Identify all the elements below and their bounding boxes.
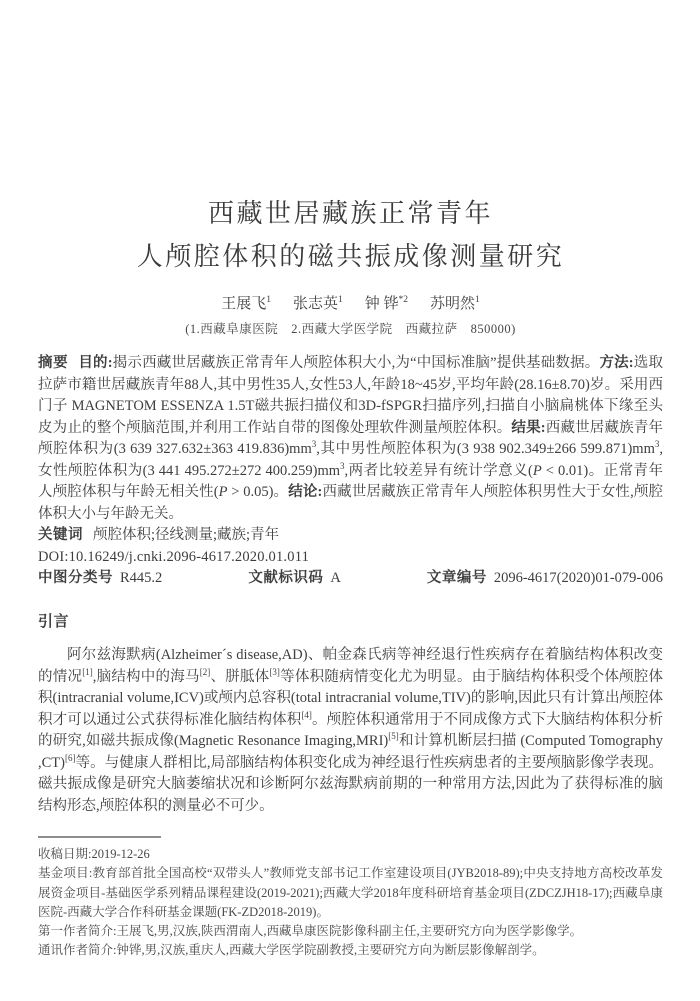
title-line-1: 西藏世居藏族正常青年 — [207, 199, 493, 228]
clc-value: R445.2 — [120, 570, 163, 586]
author-name: 张志英 — [292, 296, 338, 312]
clc-number — [38, 568, 162, 590]
article-id-label: 文章编号 — [426, 570, 487, 586]
clc-label: 中图分类号 — [38, 570, 113, 586]
footnote-funding: 基金项目:教育部首批全国高校“双带头人”教师党支部书记工作室建设项目(JYB2018-89);中央支持地方高校改革发展资金项目-基础医学系列精品课程建设(2019-2021);西藏大学2018年度科研培育基金项目(ZDCZJH18-17);西藏阜康医院-西藏大学合作科研基金课题(FK-ZD2018-2019)。 — [38, 866, 663, 919]
footnote-first-author-bio: 第一作者简介:王展飞,男,汉族,陕西渭南人,西藏阜康医院影像科副主任,主要研究方向为医学影像学。 — [38, 924, 583, 939]
abstract-text: 目的:揭示西藏世居藏族正常青年人颅腔体积大小,为“中国标准脑”提供基础数据。方法:选取拉萨市籍世居藏族青年88人,其中男性35人,女性53人,年龄18~45岁,平均年龄(28.16±8.70)岁。采用西门子 MAGNETOM ESSENZA 1.5T磁共振扫描仪和3D-fSPGR扫描序列,扫描自小脑扁桃体下缘至头皮为止的整个颅脑范围,并利用工作站自带的图像处理软件测量颅腔体积。结果:西藏世居藏族青年颅腔体积为(3 639 327.632±363 419.836)mm$^3$,其中男性颅腔体积为(3 938 902.349±266 599.871)mm$^3$,女性颅腔体积为(3 441 495.272±272 400.259)mm$^3$,两者比较差异有统计学意义(P < 0.01)。正常青年人颅腔体积与年龄无相关性(P > 0.05)。结论:西藏世居藏族正常青年人颅腔体积男性大于女性,颅腔体积大小与年龄无关。 — [38, 355, 663, 522]
author-1 — [221, 294, 271, 315]
footnote-corresponding-author-bio: 通讯作者简介:钟铧,男,汉族,重庆人,西藏大学医学院副教授,主要研究方向为断层影像解剖学。 — [38, 943, 545, 958]
document-code-label: 文献标识码 — [248, 570, 324, 586]
article-id-value: 2096-4617(2020)01-079-006 — [493, 570, 663, 586]
doi-line: DOI:10.16249/j.cnki.2096-4617.2020.01.011 — [38, 548, 310, 565]
article-id — [427, 568, 663, 590]
author-list — [38, 294, 663, 315]
document-code-value: A — [330, 570, 341, 586]
section-heading-introduction: 引言 — [38, 612, 70, 630]
author-affiliation-mark: 1 — [266, 295, 271, 305]
introduction-paragraph: 阿尔兹海默病(Alzheimer´s disease,AD)、帕金森氏病等神经退行性疾病存在着脑结构体积改变的情况[1],脑结构中的海马[2]、胼胝体[3]等体积随病情变化尤为明显。由于脑结构体积受个体颅腔体积(intracranial volume,ICV)或颅内总容积(total intracranial volume,TIV)的影响,因此只有计算出颅腔体积才可以通过公式获得标准化脑结构体积[4]。颅腔体积通常用于不同成像方式下大脑结构体积分析的研究,如磁共振成像(Magnetic Resonance Imaging,MRI)[5]和计算机断层扫描 (Computed Tomography ,CT)[6]等。与健康人群相比,局部脑结构体积变化成为神经退行性疾病患者的主要颅脑影像学表现。磁共振成像是研究大脑萎缩状况和诊断阿尔兹海默病前期的一种常用方法,因此为了获得标准的脑结构形态,颅腔体积的测量必不可少。 — [38, 647, 664, 814]
footnote-received-date: 收稿日期:2019-12-26 — [38, 847, 150, 861]
title-line-2: 人颅腔体积的磁共振成像测量研究 — [136, 242, 565, 271]
affiliation: (1.西藏阜康医院 2.西藏大学医学院 西藏拉萨 850000) — [185, 322, 516, 336]
author-name: 王展飞 — [221, 296, 267, 312]
footnote-divider — [38, 836, 161, 838]
author-affiliation-mark: 1 — [475, 295, 480, 305]
author-2 — [293, 294, 343, 315]
document-code — [248, 568, 340, 590]
keywords-text: 颅腔体积;径线测量;藏族;青年 — [93, 527, 280, 543]
author-3 — [365, 294, 408, 315]
author-name: 苏明然 — [430, 296, 476, 312]
abstract-label: 摘要 — [38, 355, 69, 371]
keywords-line — [38, 525, 663, 547]
author-4 — [430, 294, 480, 315]
meta-row — [38, 568, 663, 590]
author-name: 钟 铧 — [364, 296, 399, 312]
keywords-label: 关键词 — [38, 527, 83, 543]
footnotes — [38, 845, 663, 961]
article-title — [38, 192, 663, 278]
abstract — [38, 353, 663, 525]
author-affiliation-mark: 1 — [338, 295, 343, 305]
author-affiliation-mark: *2 — [398, 295, 409, 305]
